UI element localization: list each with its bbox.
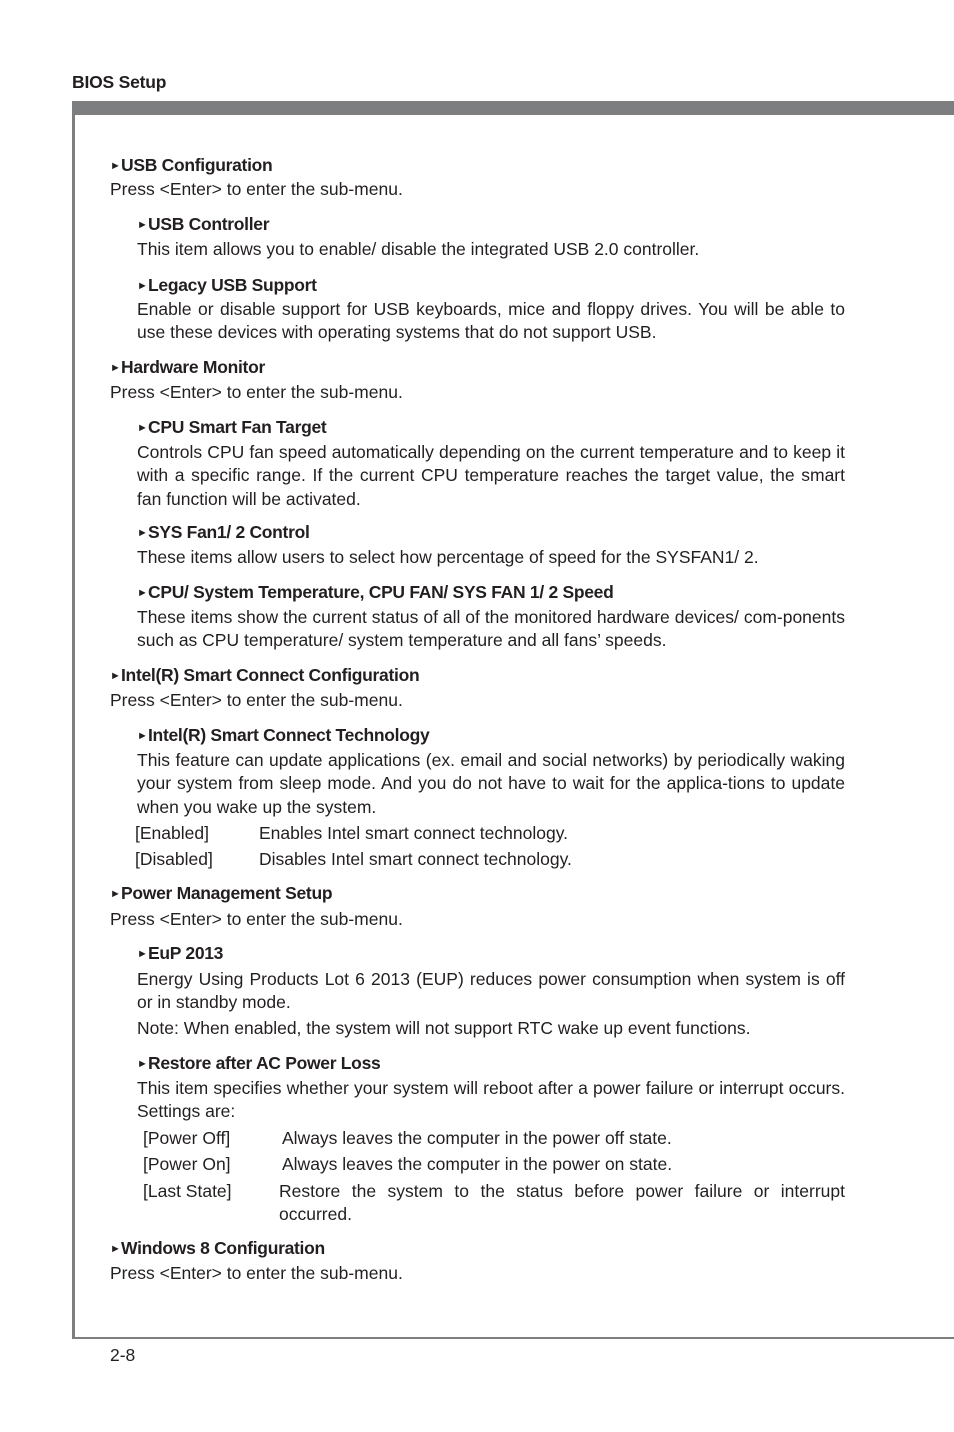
section-heading-power-management-setup: ►Power Management Setup bbox=[110, 883, 333, 903]
eup-2013-note: Note: When enabled, the system will not support RTC wake up event functions. bbox=[137, 1018, 751, 1038]
right-triangle-icon: ► bbox=[137, 1058, 148, 1070]
option-desc-power-on: Always leaves the computer in the power on state. bbox=[282, 1154, 673, 1174]
cpu-smart-fan-target-desc: Controls CPU fan speed automatically depending on the current temperature and to keep it with a specific range. If the current CPU temperature reaches the target value, the smart fan function will be activated. bbox=[137, 442, 845, 509]
item-heading-sys-fan-control: ►SYS Fan1/ 2 Control bbox=[137, 522, 310, 542]
sys-fan-control-desc: These items allow users to select how percentage of speed for the SYSFAN1/ 2. bbox=[137, 547, 759, 567]
option-desc-last-state: Restore the system to the status before power failure or interrupt occurred. bbox=[279, 1181, 845, 1225]
option-desc-enabled: Enables Intel smart connect technology. bbox=[259, 823, 569, 843]
right-triangle-icon: ► bbox=[137, 730, 148, 742]
intel-smart-connect-configuration-desc: Press <Enter> to enter the sub-menu. bbox=[110, 690, 403, 710]
section-heading-intel-smart-connect-configuration: ►Intel(R) Smart Connect Configuration bbox=[110, 665, 420, 685]
right-triangle-icon: ► bbox=[110, 362, 121, 374]
intel-smart-connect-technology-desc: This feature can update applications (ex. email and social networks) by periodically waking your system from sleep mode. And you do not have to wait for the applica-tions to update when you wake up the system. bbox=[137, 750, 845, 817]
hardware-monitor-desc: Press <Enter> to enter the sub-menu. bbox=[110, 382, 403, 402]
legacy-usb-support-desc: Enable or disable support for USB keyboards, mice and floppy drives. You will be able to use these devices with operating systems that do not support USB. bbox=[137, 299, 845, 343]
item-heading-usb-controller: ►USB Controller bbox=[137, 214, 270, 234]
right-triangle-icon: ► bbox=[110, 160, 121, 172]
left-margin-rule bbox=[72, 101, 75, 1339]
option-key-power-off: [Power Off] bbox=[143, 1128, 231, 1148]
option-key-disabled: [Disabled] bbox=[135, 849, 213, 869]
eup-2013-desc: Energy Using Products Lot 6 2013 (EUP) reduces power consumption when system is off or in standby mode. bbox=[137, 969, 845, 1013]
windows-8-configuration-desc: Press <Enter> to enter the sub-menu. bbox=[110, 1263, 403, 1283]
page-number: 2-8 bbox=[110, 1345, 136, 1365]
power-management-setup-desc: Press <Enter> to enter the sub-menu. bbox=[110, 909, 403, 929]
right-triangle-icon: ► bbox=[137, 422, 148, 434]
right-triangle-icon: ► bbox=[137, 948, 148, 960]
item-heading-legacy-usb-support: ►Legacy USB Support bbox=[137, 275, 317, 295]
item-heading-eup-2013: ►EuP 2013 bbox=[137, 943, 224, 963]
item-heading-restore-after-ac-power-loss: ►Restore after AC Power Loss bbox=[137, 1053, 381, 1073]
option-key-power-on: [Power On] bbox=[143, 1154, 231, 1174]
section-heading-usb-configuration: ►USB Configuration bbox=[110, 155, 273, 175]
cpu-system-temperature-desc: These items show the current status of all of the monitored hardware devices/ com-ponents such as CPU temperature/ system temperature and all fans’ speeds. bbox=[137, 607, 845, 651]
option-desc-power-off: Always leaves the computer in the power off state. bbox=[282, 1128, 672, 1148]
option-key-last-state: [Last State] bbox=[143, 1181, 232, 1201]
right-triangle-icon: ► bbox=[137, 527, 148, 539]
right-triangle-icon: ► bbox=[137, 219, 148, 231]
section-heading-windows-8-configuration: ►Windows 8 Configuration bbox=[110, 1238, 325, 1258]
option-desc-disabled: Disables Intel smart connect technology. bbox=[259, 849, 572, 869]
item-heading-cpu-smart-fan-target: ►CPU Smart Fan Target bbox=[137, 417, 327, 437]
page-header-title: BIOS Setup bbox=[72, 72, 167, 92]
right-triangle-icon: ► bbox=[137, 587, 148, 599]
restore-after-ac-power-loss-desc: This item specifies whether your system will reboot after a power failure or interrupt occurs. Settings are: bbox=[137, 1078, 845, 1122]
section-heading-hardware-monitor: ►Hardware Monitor bbox=[110, 357, 265, 377]
right-triangle-icon: ► bbox=[110, 888, 121, 900]
item-heading-cpu-system-temperature: ►CPU/ System Temperature, CPU FAN/ SYS FAN 1/ 2 Speed bbox=[137, 582, 614, 602]
header-rule-bar bbox=[72, 101, 954, 115]
right-triangle-icon: ► bbox=[110, 670, 121, 682]
right-triangle-icon: ► bbox=[110, 1243, 121, 1255]
usb-configuration-desc: Press <Enter> to enter the sub-menu. bbox=[110, 179, 403, 199]
usb-controller-desc: This item allows you to enable/ disable the integrated USB 2.0 controller. bbox=[137, 239, 700, 259]
right-triangle-icon: ► bbox=[137, 280, 148, 292]
option-key-enabled: [Enabled] bbox=[135, 823, 209, 843]
bottom-rule bbox=[72, 1337, 954, 1339]
item-heading-intel-smart-connect-technology: ►Intel(R) Smart Connect Technology bbox=[137, 725, 430, 745]
